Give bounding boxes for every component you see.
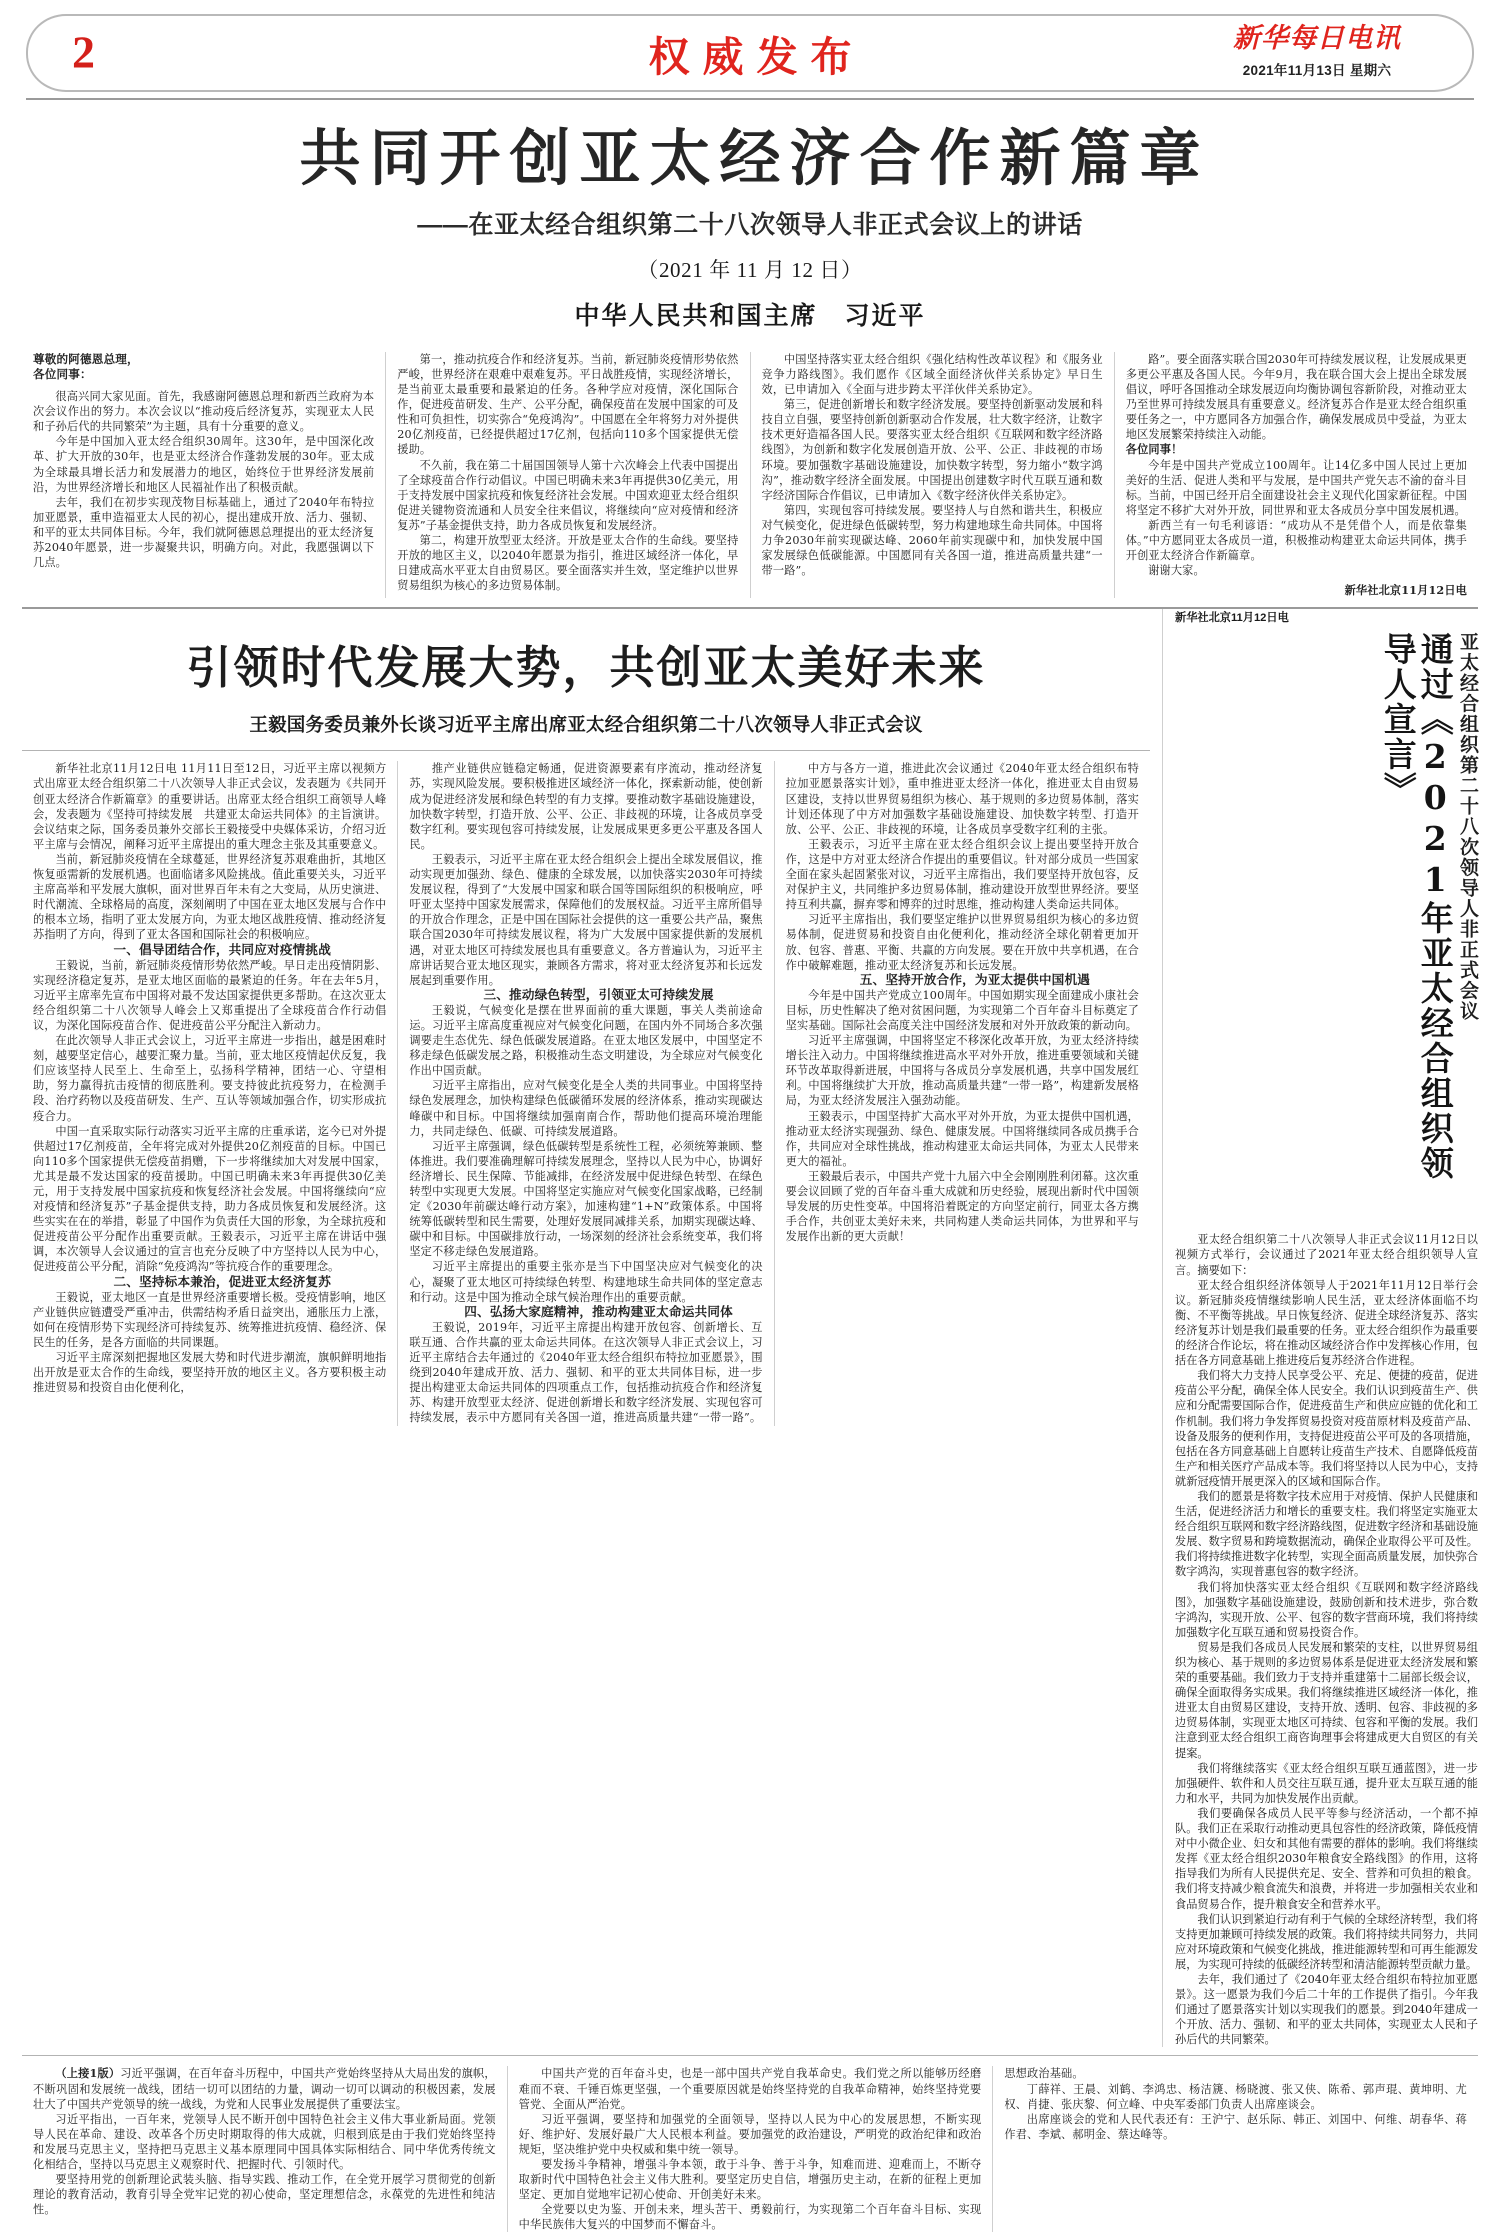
feat-c1-p2: 当前，新冠肺炎疫情在全球蔓延，世界经济复苏艰难曲折，其地区恢复亟需新的发展机遇。也面临诸多风险挑战。值此重要关头，习近平主席高举和平发展大旗帜，面对世界百年未有之大变局，从历史演进、时代潮流、全球格局的高度，深刻阐明了中国在亚太地区发展与合作中的根本立场，指明了亚太发展方向，为亚太地区战胜疫情、推动经济复苏指明了方向，得到了亚太各国和国际社会的积极响应。 xyxy=(33,852,387,942)
continued-article xyxy=(22,2066,1478,2232)
feat-c1-p1: 新华社北京11月12日电 11月11日至12日，习近平主席以视频方式出席亚太经合组织第二十八次领导人非正式会议，发表题为《共同开创亚太经济合作新篇章》的重要讲话。出席亚太经合组织工商领导人峰会，发表题为《坚持可持续发展 共建亚太命运共同体》的主旨演讲。会议结束之际，国务委员兼外交部长王毅接受中央媒体采访，介绍习近平主席与会情况，阐释习近平主席提出的重大理念主张及其重要意义。 xyxy=(33,762,387,851)
declaration-panel xyxy=(1162,609,1478,2047)
lead-c2-p2: 不久前，我在第二十届国国领导人第十六次峰会上代表中国提出了全球疫苗合作行动倡议。中国已明确未来3年再提供30亿美元，用于支持发展中国家抗疫和恢复经济社会发展。中国欢迎亚太经合组织促进关键物资流通和人员安全往来倡议，将继续向“应对疫情和经济复苏”子基金提供支持，助力各成员恢复和发展经济。 xyxy=(397,458,739,532)
feat-c2-p4: 习近平主席指出，应对气候变化是全人类的共同事业。中国将坚持绿色发展理念，加快构建绿色低碳循环发展的经济体系，推动实现碳达峰碳中和目标。中国将继续加强南南合作，帮助他们提高环境治理能力，共同走绿色、低碳、可持续发展道路。 xyxy=(409,1079,763,1138)
declaration-body xyxy=(1175,1232,1478,2047)
feature-section-heading-2: 二、坚持标本兼治，促进亚太经济复苏 xyxy=(113,1274,331,1289)
lead-c4-p1: 路”。要全面落实联合国2030年可持续发展议程，让发展成果更多更公平惠及各国人民。今年9月，我在联合国大会上提出全球发展倡议，呼吁各国推动全球发展迈向均衡协调包容新阶段，对推动亚太乃至世界可持续发展具有重要意义。经济复苏合作是亚太经合组织重要任务之一，中方愿同各方加强合作，确保发展成员中受益，为亚太地区发展繁荣持续注入动能。 xyxy=(1125,352,1467,442)
bottom-column-2 xyxy=(507,2066,993,2232)
feature-section xyxy=(22,609,1478,2047)
bottom-c3-attendees-1: 丁薛祥、王晨、刘鹤、李鸿忠、杨洁篪、杨晓渡、张又侠、陈希、郭声琨、黄坤明、尤权、肖捷、张庆黎、何立峰、中央军委部门负责人出席座谈会。 xyxy=(1004,2082,1468,2111)
salutation-line-2: 各位同事： xyxy=(33,366,92,381)
decl-p8: 我们认识到紧迫行动有利于气候的全球经济转型，我们将支持更加兼顾可持续发展的政策。我们将持续共同努力，共同应对环境政策和气候变化挑战，推进能源转型和可再生能源发展，为实现可持续的低碳经济转型和清洁能源转型贡献力量。 xyxy=(1175,1912,1478,1971)
bottom-divider xyxy=(22,2055,1478,2056)
lead-article-author: 中华人民共和国主席 习近平 xyxy=(574,300,926,330)
bottom-c2-p3: 要发扬斗争精神，增强斗争本领，敢于斗争、善于斗争，知难而进、迎难而上，不断夺取新时代中国特色社会主义伟大胜利。要坚定历史自信，增强历史主动，在新的征程上更加坚定、更加自觉地牢记初心使命、开创美好未来。 xyxy=(518,2158,982,2202)
feature-section-heading-4: 四、弘扬大家庭精神，推动构建亚太命运共同体 xyxy=(464,1304,733,1319)
lead-article-signoff: 新华社北京11月12日电 xyxy=(1344,583,1467,598)
bottom-c3-attendees-2: 出席座谈会的党和人民代表还有：王沪宁、赵乐际、韩正、刘国中、何维、胡春华、蒋作君、李斌、郝明金、蔡达峰等。 xyxy=(1004,2112,1468,2141)
declaration-dateline: 新华社北京11月12日电 xyxy=(1175,612,1289,625)
lead-c1-p1: 很高兴同大家见面。首先，我感谢阿德恩总理和新西兰政府为本次会议作出的努力。本次会议以“推动疫后经济复苏，实现亚太人民和子孙后代的共同繁荣”为主题，具有十分重要的意义。 xyxy=(33,390,375,434)
feature-column-1 xyxy=(22,761,397,1425)
page-number: 2 xyxy=(72,26,95,78)
feature-headline: 引领时代发展大势，共创亚太美好未来 xyxy=(186,642,986,694)
feat-c2-p1: 推产业链供应链稳定畅通，促进资源要素有序流动，推动经济复苏，实现风险发展。要积极推进区域经济一体化，探索新动能，使创新成为促进经济发展和绿色转型的有力支撑。要推动数字基础设施建设，加快数字转型，打造开放、公平、公正、非歧视的环境，让各成员享受数字红利。要实现包容可持续发展，让发展成果更多更公平惠及各国人民。 xyxy=(409,762,763,851)
bottom-c3-p1: 思想政治基础。 xyxy=(1004,2067,1084,2081)
lead-c4-colleagues: 各位同事！ xyxy=(1125,442,1183,457)
lead-c1-p3: 去年，我们在初步实现茂物目标基础上，通过了2040年布特拉加亚愿景，重申造福亚太人民的初心，提出建成开放、活力、强韧、和平的亚太共同体目标。今年，我们就阿德恩总理提出的亚太经济复苏2040年愿景，进一步凝聚共识，明确方向。对此，我愿强调以下几点。 xyxy=(33,495,375,570)
feat-c3-p7: 王毅最后表示，中国共产党十九届六中全会刚刚胜利闭幕。这次重要会议回顾了党的百年奋斗重大成就和历史经验，展现出新时代中国领导发展的历史性变革。中国将沿着既定的方向坚定前行，同亚太各方携手合作，共创亚太美好未来，共同构建人类命运共同体，为世界和平与发展作出新的更大贡献！ xyxy=(785,1169,1139,1244)
decl-p2: 我们将大力支持人民享受公平、充足、便捷的疫苗，促进疫苗公平分配，确保全体人民安全。我们认识到疫苗生产、供应和分配需要国际合作，促进疫苗生产和供应应链的优化和工作机制。我们将力争发挥贸易投资对疫苗原材料及疫苗产品、设备及服务的便利作用，支持促进疫苗公平可及的各项措施，包括在各方同意基础上自愿转让疫苗生产技术、自愿降低疫苗生产和相关医疗产品成本等。我们将坚持以人民为中心，支持就新冠疫情开展更深入的区域和国际合作。 xyxy=(1175,1369,1478,1488)
feature-column-2 xyxy=(397,761,773,1425)
lead-c4-p2: 今年是中国共产党成立100周年。让14亿多中国人民过上更加美好的生活、促进人类和平与发展，是中国共产党矢志不渝的奋斗目标。当前，中国已经开启全面建设社会主义现代化国家新征程。中国将坚定不移扩大对外开放，同世界和亚太各成员分享中国发展机遇。 xyxy=(1125,458,1467,517)
bottom-c2-p2: 习近平强调，要坚持和加强党的全面领导，坚持以人民为中心的发展思想，不断实现好、维护好、发展好最广大人民根本利益。要加强党的政治建设，严明党的政治纪律和政治规矩，坚决维护党中央权威和集中统一领导。 xyxy=(518,2112,982,2156)
feat-c1-p6: 王毅说，亚太地区一直是世界经济重要增长极。受疫情影响，地区产业链供应链遭受严重冲击，供需结构矛盾日益突出，通胀压力上涨，如何在疫情形势下实现经济可持续复苏、统筹推进抗疫情、稳经济、保民生的任务，是各方面临的共同课题。 xyxy=(33,1290,387,1349)
decl-p1: 亚太经合组织经济体领导人于2021年11月12日举行会议。新冠肺炎疫情继续影响人民生活，亚太经济体面临不均衡、不平衡等挑战。早日恢复经济、促进全球经济复苏、落实经济复苏计划是我们最重要的任务。亚太经合组织作为最重要的经济合作论坛，将在推动区域经济合作中发挥核心作用，包括在各方同意基础上推进疫后复苏经济合作进程。 xyxy=(1175,1278,1478,1368)
lead-c2-p1: 第一，推动抗疫合作和经济复苏。当前，新冠肺炎疫情形势依然严峻，世界经济在艰难中艰难复苏。平日战胜疫情，实现经济增长，是当前亚太最重要和最紧迫的任务。各种学应对疫情，深化国际合作，促进疫苗研发、生产、公平分配，确保疫苗在发展中国家的可及性和可负担性，切实弥合“免疫鸿沟”。中国愿在全年将努力对外提供20亿剂疫苗，已经提供超过17亿剂，包括向110多个国家提供无偿援助。 xyxy=(397,352,739,457)
feat-c2-p5: 习近平主席强调，绿色低碳转型是系统性工程，必须统筹兼顾、整体推进。我们要准确理解可持续发展理念，坚持以人民为中心，协调好经济增长、民生保障、节能减排，在经济发展中促进绿色转型、在绿色转型中实现更大发展。中国将坚定实施应对气候变化国家战略，已经制定《2030年前碳达峰行动方案》，加速构建“1+N”政策体系。中国将统筹低碳转型和民生需要，处理好发展同减排关系，加期实现碳达峰、碳中和目标。中国碳排放行动，一场深刻的经济社会系统变革，我们将坚定不移走绿色发展道路。 xyxy=(409,1139,763,1259)
newspaper-page xyxy=(0,14,1500,2232)
issue-date: 2021年11月13日 星期六 xyxy=(1242,62,1392,78)
lead-c2-p3: 第二，构建开放型亚太经济。开放是亚太合作的生命线。要坚持开放的地区主义，以2040年愿景为指引，推进区域经济一体化，早日建成高水平亚太自由贸易区。要全面落实并生效，坚定维护以世界贸易组织为核心的多边贸易体制。 xyxy=(397,534,739,593)
feat-c1-p3: 王毅说，当前，新冠肺炎疫情形势依然严峻。早日走出疫情阴影、实现经济稳定复苏，是亚太地区面临的最紧迫的任务。年在去年5月，习近平主席率先宣布中国将对最不发达国家提供更多帮助。在这次亚太经合组织第二十八次领导人峰会上又郑重提出了全球疫苗合作行动倡议，为深化国际疫苗合作、促进疫苗公平分配注入新动力。 xyxy=(33,958,387,1032)
newspaper-brand: 新华每日电讯 xyxy=(1233,23,1401,54)
lead-c3-p2: 第三，促进创新增长和数字经济发展。要坚持创新驱动发展和科技自立自强，要坚持创新创新驱动合作发展，壮大数字经济，让数字技术更好造福各国人民。要落实亚太经合组织《互联网和数字经济路线图》，为创新和数字化发展创造开放、公平、公正、非歧视的市场环境。要加强数字基础设施建设，加快数字转型，努力缩小“数字鸿沟”，推动数字经济全面发展。中国提出创建数字时代互联互通和数字经济国际合作倡议，已申请加入《数字经济伙伴关系协定》。 xyxy=(761,398,1103,502)
bottom-column-1 xyxy=(22,2066,507,2232)
feat-c1-p4: 在此次领导人非正式会议上，习近平主席进一步指出，越是困难时刻，越要坚定信心，越要汇聚力量。当前，亚太地区疫情起伏反复，我们应该坚持人民至上、生命至上，弘扬科学精神，团结一心、守望相助，努力赢得抗击疫情的彻底胜利。要支持彼此抗疫努力，在检测手段、治疗药物以及疫苗研发、生产、互认等领域加强合作，切实形成抗疫合力。 xyxy=(33,1034,387,1123)
bottom-c1-p3: 要坚持用党的创新理论武装头脑、指导实践、推动工作，在全党开展学习贯彻党的创新理论的教育活动，教育引导全党牢记党的初心使命，坚定理想信念，永葆党的先进性和纯洁性。 xyxy=(33,2173,496,2217)
decl-p3: 我们的愿景是将数字技术应用于对疫情、保护人民健康和生活，促进经济活力和增长的重要支柱。我们将坚定实施亚太经合组织互联网和数字经济路线图，促进数字经济和基础设施发展、数字贸易和跨境数据流动，确保企业取得公平可及性。我们将持续推进数字化转型，实现全面高质量发展，加快弥合数字鸿沟，实现普惠包容的数字经济。 xyxy=(1175,1489,1478,1579)
continued-marker-paragraph xyxy=(33,2066,496,2111)
lead-column-2 xyxy=(385,352,749,599)
lead-article-columns xyxy=(22,352,1478,599)
masthead xyxy=(26,14,1474,92)
decl-p4: 我们将加快落实亚太经合组织《互联网和数字经济路线图》，加强数字基础设施建设，鼓励创新和技术进步，弥合数字鸿沟，实现开放、公平、包容的数字营商环境，我们将持续加强数字化互联互通和贸易投资合作。 xyxy=(1175,1580,1478,1639)
lead-article-title-block xyxy=(0,100,1500,336)
decl-intro: 亚太经合组织第二十八次领导人非正式会议11月12日以视频方式举行，会议通过了2021年亚太经合组织领导人宣言。摘要如下： xyxy=(1175,1233,1478,1277)
declaration-kicker: 亚太经合组织第二十八次领导人非正式会议 xyxy=(1457,632,1479,1022)
continued-from-marker: （上接1版） xyxy=(55,2066,121,2081)
bottom-c2-p4: 全党要以史为鉴、开创未来，埋头苦干、勇毅前行，为实现第二个百年奋斗目标、实现中华民族伟大复兴的中国梦而不懈奋斗。 xyxy=(518,2203,982,2232)
feat-c3-p6: 王毅表示，中国坚持扩大高水平对外开放，为亚太提供中国机遇，推动亚太经济实现强劲、绿色、健康发展。中国将继续同各成员携手合作，共同应对全球性挑战，推动构建亚太命运共同体，为亚太人民带来更大的福祉。 xyxy=(785,1109,1139,1168)
lead-article-subhead: ——在亚太经合组织第二十八次领导人非正式会议上的讲话 xyxy=(417,210,1083,239)
page-title: 共同开创亚太经济合作新篇章 xyxy=(299,123,1210,194)
declaration-vertical-headline xyxy=(1175,628,1478,1232)
feat-c3-p2: 王毅表示，习近平主席在亚太经合组织会议上提出要坚持开放合作，这是中方对亚太经济合作提出的重要倡议。针对部分成员一些国家全面在家头起固紧张对议，习近平主席指出，我们要坚持开放包容，反对保护主义，共同维护多边贸易体制，推动建设开放型世界经济。要坚持互利共赢，摒弃零和博弈的过时思维，推动构建人类命运共同体。 xyxy=(785,837,1139,912)
feature-column-3 xyxy=(774,761,1150,1425)
feat-c2-p6: 习近平主席提出的重要主张亦是当下中国坚决应对气候变化的决心，凝聚了亚太地区可持续绿色转型、构建地球生命共同体的坚定意志和行动。这是中国为推动全球气候治理作出的重要贡献。 xyxy=(409,1260,763,1304)
feature-section-heading-5: 五、坚持开放合作，为亚太提供中国机遇 xyxy=(859,972,1091,987)
lead-c4-p3: 新西兰有一句毛利谚语：“成功从不是凭借个人，而是依靠集体。”中方愿同亚太各成员一道，积极推动构建亚太命运共同体，携手开创亚太经济合作新篇章。 xyxy=(1125,518,1467,563)
decl-p9: 去年，我们通过了《2040年亚太经合组织布特拉加亚愿景》。这一愿景为我们今后二十年的工作提供了指引。今年我们通过了愿景落实计划以实现我们的愿景。到2040年建成一个开放、活力、强韧、和平的亚太共同体，实现亚太人民和子孙后代的共同繁荣。 xyxy=(1175,1972,1478,2047)
feat-c2-p2: 王毅表示，习近平主席在亚太经合组织会上提出全球发展倡议，推动实现更加强劲、绿色、健康的全球发展，以加快落实2030年可持续发展议程，得到了“大发展中国家和联合国等国际组织的积极响应，呼吁亚太坚持中国家发展需求，保障他们的发展权益。习近平主席所倡导的开放合作理念，正是中国在国际社会提供的这一重要公共产品，聚焦联合国2030年可持续发展议程，将为广大发展中国家提供新的发展机遇，对亚太地区可持续发展也具有重要意义。各方普遍认为，习近平主席讲话契合亚太地区现实，兼顾各方需求，将对亚太经济复苏和长远发展起到重要作用。 xyxy=(409,852,763,987)
bottom-c1-p1: 习近平强调，在百年奋斗历程中，中国共产党始终坚持从大局出发的旗帜，不断巩固和发展统一战线，团结一切可以团结的力量，调动一切可以调动的积极因素，发展壮大了中国共产党领导的统一战线，为党和人民事业发展提供了重要法宝。 xyxy=(33,2067,496,2111)
feat-c1-p5: 中国一直采取实际行动落实习近平主席的庄重承诺，迄今已对外提供超过17亿剂疫苗，全年将完成对外提供20亿剂疫苗的目标。中国已向110多个国家提供无偿疫苗捐赠，下一步将继续加大对发展中国家，尤其是最不发达国家的疫苗援助。中国已明确未来3年再提供30亿美元，用于支持发展中国家抗疫和恢复经济社会发展。中国将继续向“应对疫情和经济复苏”子基金提供支持，助力各成员恢复和发展经济。这些实实在在的举措，彰显了中国作为负责任大国的形象，为全球抗疫和促进疫苗公平分配作出重要贡献。王毅表示，习近平主席在讲话中强调，本次领导人会议通过的宣言也充分反映了中方坚持以人民为中心，促进疫苗公平分配，消除“免疫鸿沟”等抗疫合作的重要理念。 xyxy=(33,1124,387,1274)
feature-section-heading-1: 一、倡导团结合作，共同应对疫情挑战 xyxy=(113,942,331,957)
feature-section-heading-3: 三、推动绿色转型，引领亚太可持续发展 xyxy=(483,987,714,1002)
feature-article xyxy=(22,609,1162,2047)
section-title: 权威发布 xyxy=(648,32,865,81)
decl-p5: 贸易是我们各成员人民发展和繁荣的支柱，以世界贸易组织为核心、基于规则的多边贸易体系是促进亚太经济发展和繁荣的重要基础。我们致力于支持并重建第十二届部长级会议，确保全面取得务实成果。我们将继续推进区域经济一体化，推进亚太自由贸易区建设，支持开放、透明、包容、非歧视的多边贸易体制，实现亚太地区可持续、包容和平衡的发展。我们注意到亚太经合组织工商咨询理事会将建成更大自贸区的有关提案。 xyxy=(1175,1640,1478,1760)
decl-p6: 我们将继续落实《亚太经合组织互联互通蓝图》，进一步加强硬件、软件和人员交往互联互通，提升亚太互联互通的能力和水平，共同为加快发展作出贡献。 xyxy=(1175,1761,1478,1805)
lead-column-3 xyxy=(750,352,1114,599)
lead-article-dateline: （2021 年 11 月 12 日） xyxy=(637,257,863,282)
feature-columns xyxy=(22,761,1150,1425)
feat-c3-p4: 今年是中国共产党成立100周年。中国如期实现全面建成小康社会目标，历史性解决了绝对贫困问题，为实现第二个百年奋斗目标奠定了坚实基础。国际社会高度关注中国经济发展和对外开放政策的新动向。 xyxy=(785,988,1139,1032)
masthead-brand-block xyxy=(1192,22,1442,79)
feat-c2-p3: 王毅说，气候变化是摆在世界面前的重大课题，事关人类前途命运。习近平主席高度重视应对气候变化问题，在国内外不同场合多次强调要走生态优先、绿色低碳发展道路。在亚太地区发展中，中国坚定不移走绿色低碳发展之路，积极推动生态文明建设，为全球应对气候变化作出中国贡献。 xyxy=(409,1003,763,1078)
feature-subhead: 王毅国务委员兼外长谈习近平主席出席亚太经合组织第二十八次领导人非正式会议 xyxy=(22,711,1150,751)
feat-c3-p3: 习近平主席指出，我们要坚定维护以世界贸易组织为核心的多边贸易体制，促进贸易和投资自由化便利化，推动经济全球化朝着更加开放、包容、普惠、平衡、共赢的方向发展。要在开放中共享机遇，在合作中破解难题，推动亚太经济复苏和长远发展。 xyxy=(785,913,1139,972)
feat-c3-p5: 习近平主席强调，中国将坚定不移深化改革开放，为亚太经济持续增长注入动力。中国将继续推进高水平对外开放，推进重要领域和关键环节改革取得新进展，中国将与各成员分享发展机遇，共享中国发展红利。中国将继续扩大开放，推动高质量共建“一带一路”，构建新发展格局，为亚太经济发展注入强劲动能。 xyxy=(785,1034,1139,1108)
lead-column-1 xyxy=(22,352,385,599)
feat-c2-p7: 王毅说，2019年，习近平主席提出构建开放包容、创新增长、互联互通、合作共赢的亚太命运共同体。在这次领导人非正式会议上，习近平主席结合去年通过的《2040年亚太经合组织布特拉加亚愿景》，围绕到2040年建成开放、活力、强韧、和平的亚太共同体目标，进一步提出构建亚太命运共同体的四项重点工作，包括推动抗疫合作和经济复苏、构建开放型亚太经济、促进创新增长和数字经济发展、实现包容可持续发展，表示中方愿同有关各国一道，推进高质量共建“一带一路”。 xyxy=(409,1320,763,1425)
feat-c3-p1: 中方与各方一道，推进此次会议通过《2040年亚太经合组织布特拉加亚愿景落实计划》，重申推进亚太经济一体化，推进亚太自由贸易区建设，支持以世界贸易组织为核心、基于规则的多边贸易体制，落实计划还体现了中方对加强数字基础设施建设、加快数字转型、打造开放、公平、公正、非歧视的环境，让各成员享受数字红利的主张。 xyxy=(785,762,1139,836)
bottom-column-3 xyxy=(992,2066,1478,2232)
declaration-headline: 通过《2021年亚太经合组织领导人宣言》 xyxy=(1378,632,1455,1182)
lead-column-4 xyxy=(1114,352,1478,599)
salutation-line-1: 尊敬的阿德恩总理， xyxy=(33,351,139,366)
lead-c3-p3: 第四，实现包容可持续发展。要坚持人与自然和谐共生，积极应对气候变化，促进绿色低碳转型，努力构建地球生命共同体。中国将力争2030年前实现碳达峰、2060年前实现碳中和，加快发展中国家发展绿色低碳能源。中国愿同有关各国一道，推进高质量共建“一带一路”。 xyxy=(761,503,1103,578)
lead-c4-p4: 谢谢大家。 xyxy=(1148,564,1205,578)
decl-p7: 我们要确保各成员人民平等参与经济活动，一个都不掉队。我们正在采取行动推动更具包容性的经济政策，降低疫情对中小微企业、妇女和其他有需要的群体的影响。我们将继续发挥《亚太经合组织2030年粮食安全路线图》的作用，这将指导我们为所有人民提供充足、安全、营养和可负担的粮食。我们将支持减少粮食流失和浪费，并将进一步加强相关农业和食品贸易合作，提升粮食安全和营养水平。 xyxy=(1175,1806,1478,1911)
bottom-c2-p1: 中国共产党的百年奋斗史，也是一部中国共产党自我革命史。我们党之所以能够历经磨难而不衰、千锤百炼更坚强，一个重要原因就是始终坚持党的自我革命精神，始终坚持党要管党、全面从严治党。 xyxy=(518,2067,982,2111)
feat-c1-p7: 习近平主席深刻把握地区发展大势和时代进步潮流，旗帜鲜明地指出开放是亚太合作的生命线，要坚持开放的地区主义。各方要积极主动推进贸易和投资自由化便利化， xyxy=(33,1351,387,1395)
bottom-c1-p2: 习近平指出，一百年来，党领导人民不断开创中国特色社会主义伟大事业新局面。党领导人民在革命、建设、改革各个历史时期取得的伟大成就，归根到底是由于我们党始终坚持和发展马克思主义，坚持把马克思主义基本原理同中国具体实际相结合、同中华优秀传统文化相结合，坚持以马克思主义观察时代、把握时代、引领时代。 xyxy=(33,2112,496,2171)
lead-c1-p2: 今年是中国加入亚太经合组织30周年。这30年，是中国深化改革、扩大开放的30年，也是亚太经济合作蓬勃发展的30年。亚太成为全球最具增长活力和发展潜力的地区，始终位于世界经济发展前沿，为世界经济增长和地区人民福祉作出了积极贡献。 xyxy=(33,435,375,494)
lead-c3-p1: 中国坚持落实亚太经合组织《强化结构性改革议程》和《服务业竞争力路线图》。我们愿作《区域全面经济伙伴关系协定》早日生效，已申请加入《全面与进步跨太平洋伙伴关系协定》。 xyxy=(761,352,1103,397)
